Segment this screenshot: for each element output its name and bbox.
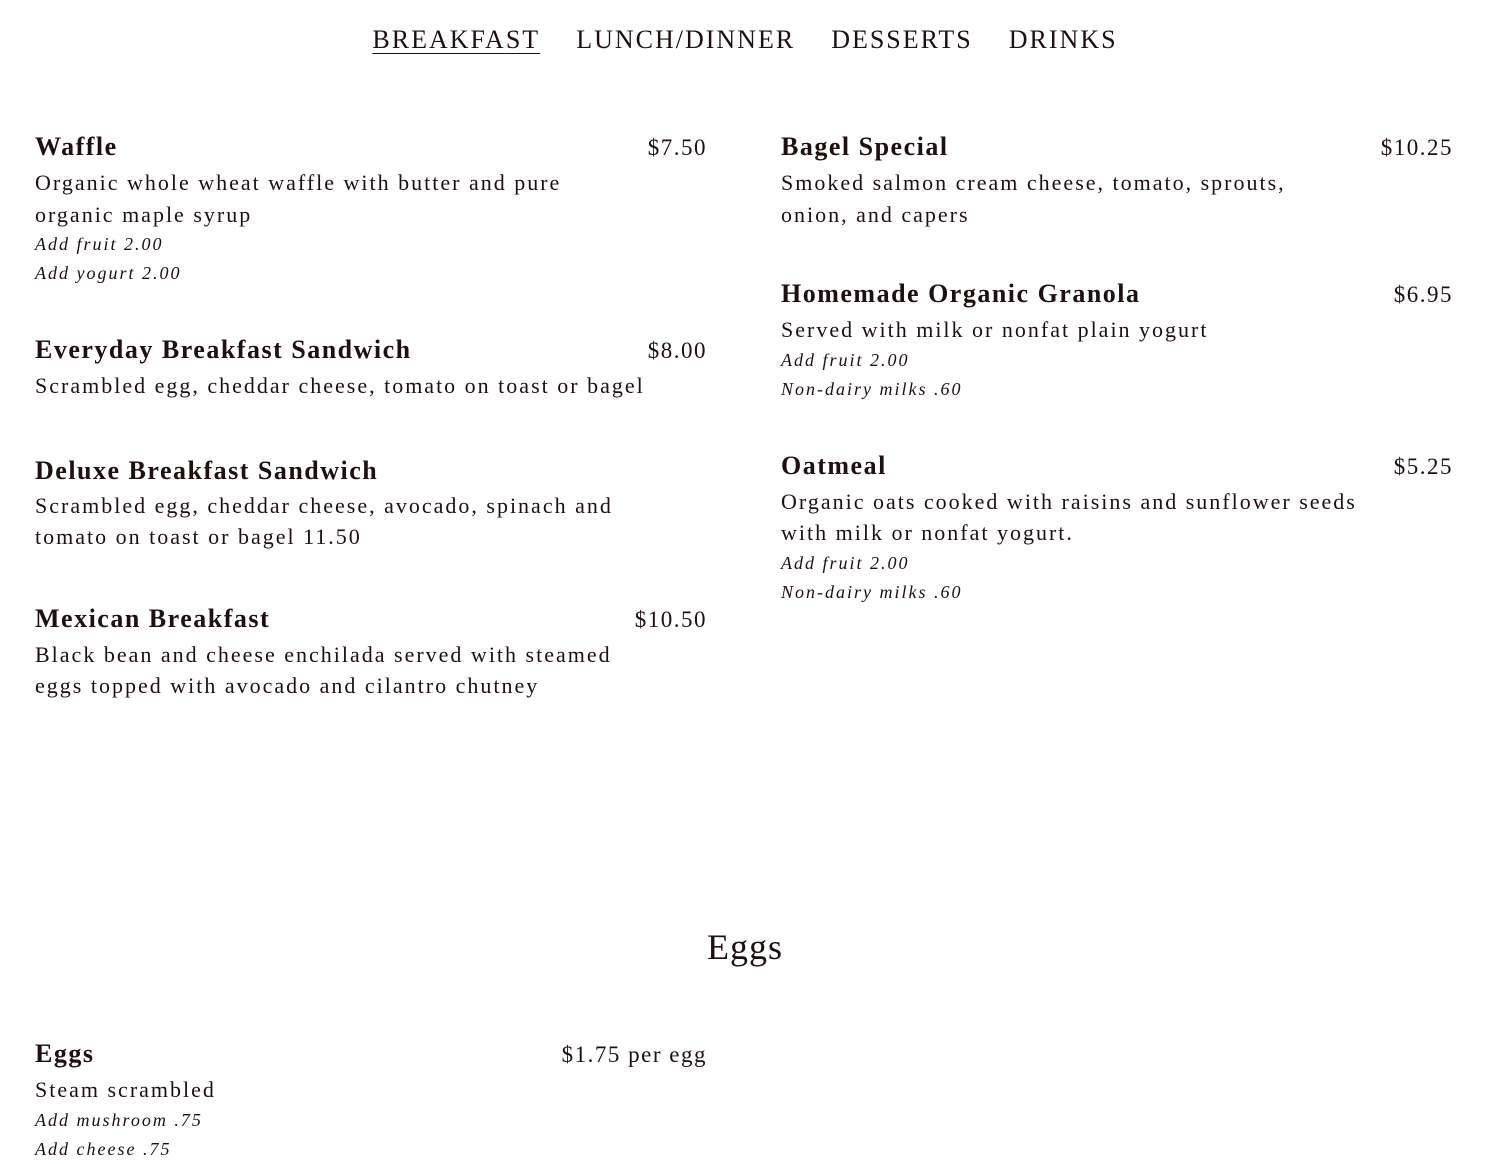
item-description: Scrambled egg, cheddar cheese, avocado, spinach and tomato on toast or bagel 11.50 <box>35 492 613 549</box>
item-name: Oatmeal <box>781 450 887 480</box>
item-description: Scrambled egg, cheddar cheese, tomato on toast or bagel <box>35 373 645 398</box>
item-name: Deluxe Breakfast Sandwich <box>35 455 379 485</box>
nav-tab-breakfast[interactable]: BREAKFAST <box>372 25 541 54</box>
menu-item-homemade-organic-granola <box>781 277 1453 404</box>
breakfast-right-column <box>781 130 1453 607</box>
item-price: $8.00 <box>647 338 707 363</box>
item-price: $5.25 <box>1393 453 1453 479</box>
item-addon: Add fruit 2.00 <box>781 349 910 370</box>
item-addon: Non-dairy milks .60 <box>781 581 963 602</box>
item-name: Homemade Organic Granola <box>781 279 1141 308</box>
item-description: Steam scrambled <box>35 1077 216 1102</box>
item-addon: Add cheese .75 <box>35 1138 172 1159</box>
menu-item-waffle <box>35 130 707 288</box>
item-name: Mexican Breakfast <box>35 603 271 633</box>
item-description: Organic oats cooked with raisins and sunflower seeds with milk or nonfat yogurt. <box>781 488 1357 545</box>
nav-tab-desserts[interactable]: DESSERTS <box>831 25 973 54</box>
item-description: Black bean and cheese enchilada served with steamed eggs topped with avocado and cilantro chutney <box>35 641 612 698</box>
item-name: Waffle <box>35 132 118 161</box>
item-price: $6.95 <box>1393 282 1453 307</box>
item-name: Everyday Breakfast Sandwich <box>35 335 412 364</box>
item-addon: Add mushroom .75 <box>35 1109 203 1130</box>
menu-category-nav <box>0 20 1490 60</box>
item-description: Smoked salmon cream cheese, tomato, sprouts, onion, and capers <box>781 170 1286 227</box>
item-addon: Add fruit 2.00 <box>35 234 164 254</box>
menu-item-eggs <box>35 1037 707 1164</box>
nav-tab-drinks[interactable]: DRINKS <box>1008 25 1118 54</box>
item-addon: Non-dairy milks .60 <box>781 378 963 399</box>
item-description: Organic whole wheat waffle with butter and pure organic maple syrup <box>35 170 562 227</box>
item-description: Served with milk or nonfat plain yogurt <box>781 317 1209 342</box>
item-price: $10.25 <box>1380 135 1453 160</box>
breakfast-left-column <box>35 130 707 702</box>
item-price: $10.50 <box>634 606 707 632</box>
eggs-column <box>35 1037 707 1164</box>
item-price: $7.50 <box>647 135 707 160</box>
item-name: Bagel Special <box>781 132 949 161</box>
item-name: Eggs <box>35 1039 95 1068</box>
section-title-eggs: Eggs <box>707 927 783 967</box>
menu-item-deluxe-breakfast-sandwich <box>35 454 707 553</box>
menu-item-bagel-special <box>781 130 1453 230</box>
item-price: $1.75 per egg <box>561 1042 707 1067</box>
item-addon: Add yogurt 2.00 <box>35 263 182 283</box>
menu-item-everyday-breakfast-sandwich <box>35 333 707 402</box>
item-addon: Add fruit 2.00 <box>781 552 910 573</box>
menu-item-mexican-breakfast <box>35 602 707 702</box>
nav-tab-lunch-dinner[interactable]: LUNCH/DINNER <box>576 25 796 54</box>
menu-item-oatmeal <box>781 449 1453 607</box>
